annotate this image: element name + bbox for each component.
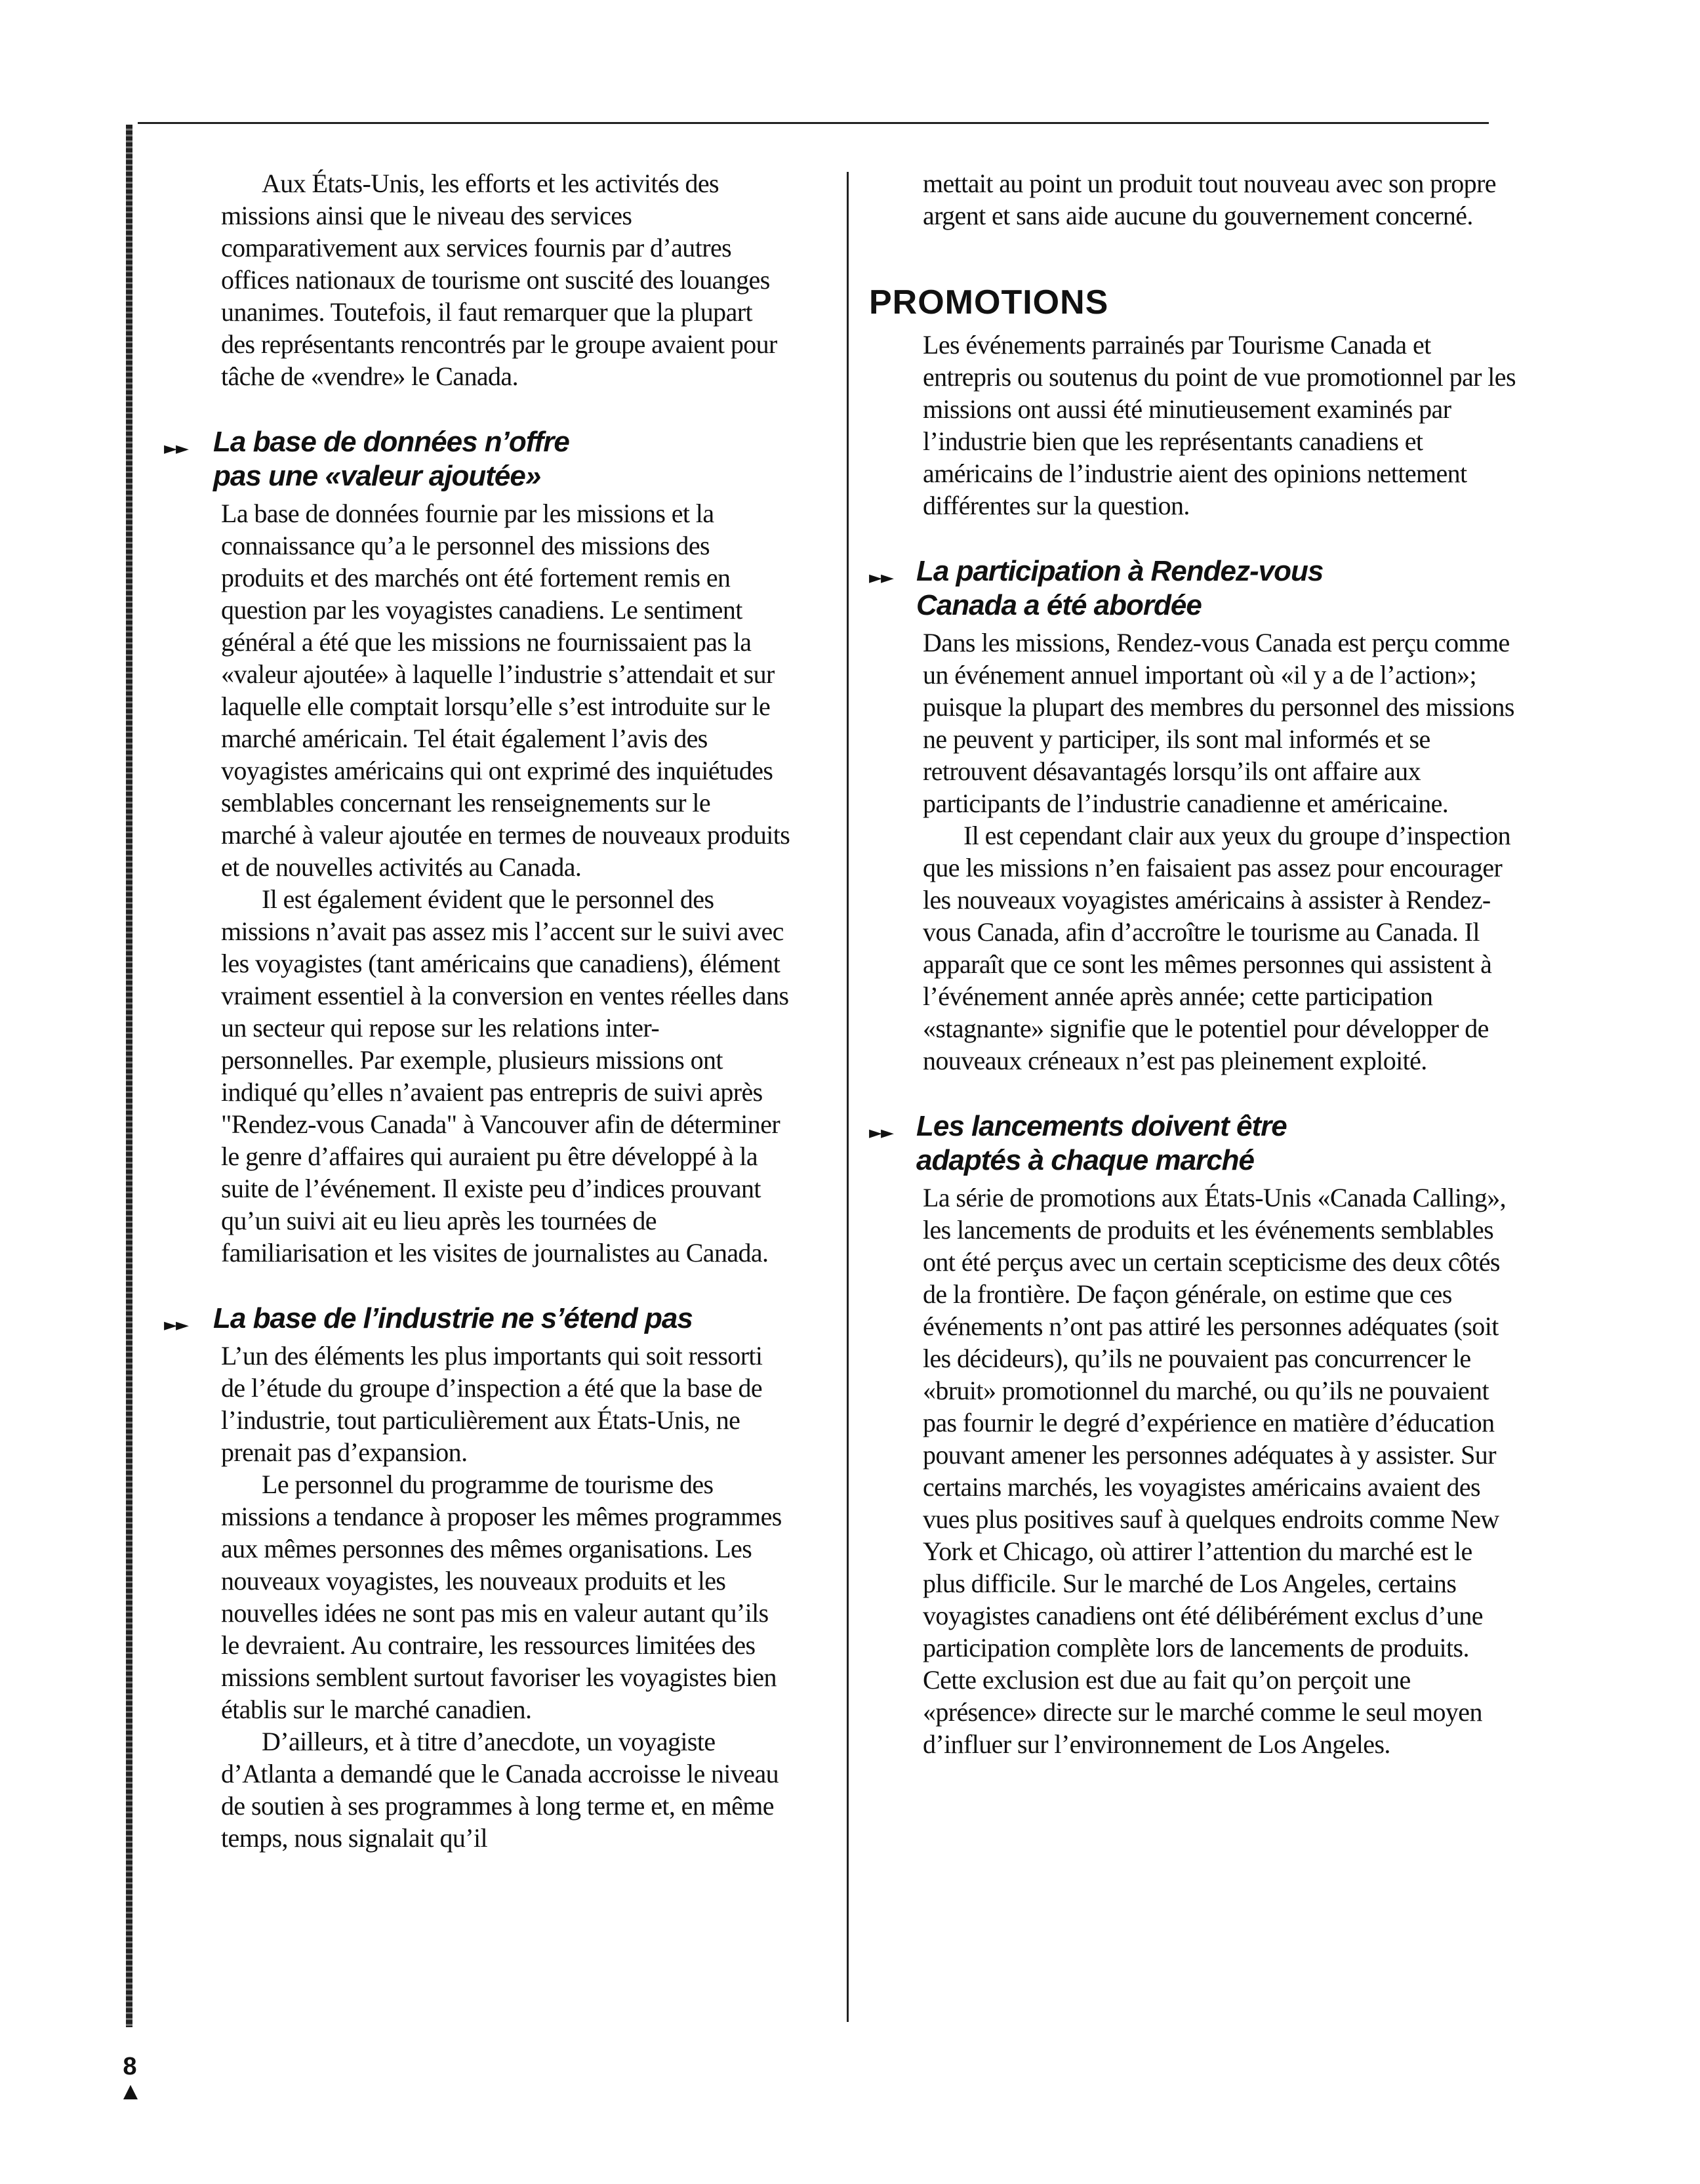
section-heading-database [164,425,790,493]
section-heading-industry [164,1302,790,1336]
heading-line: Les lancements doivent être [916,1110,1287,1142]
continuation-block [869,167,1518,232]
heading-line: pas une «valeur ajoutée» [213,460,541,492]
intro-block [213,167,790,392]
section-body-rendez-vous [869,627,1518,1077]
page-number: 8 [123,2053,137,2080]
double-arrow-icon: ►► [869,568,893,588]
paragraph: mettait au point un produit tout nouveau avec son propre argent et sans aide aucune du gouvernement concerné. [923,169,1496,230]
triangle-marker-icon [123,2085,138,2099]
heading-line: adaptés à chaque marché [916,1144,1255,1176]
double-arrow-icon: ►► [164,1315,188,1335]
double-arrow-icon: ►► [869,1123,893,1143]
heading-line: Canada a été abordée [916,589,1202,621]
section-heading-launches [869,1109,1518,1178]
section-body-launches [869,1182,1518,1760]
paragraph: L’un des éléments les plus importants qui soit ressorti de l’étude du groupe d’inspection a été que la base de l’industrie, tout particulièrement aux États-Unis, ne prenait pas d’expansion. [221,1341,763,1467]
paragraph: La base de données fournie par les missions et la connaissance qu’a le personnel des missions des produits et des marchés ont été fortement remis en question par les voyagistes canadiens. Le sentiment général a été que les missions ne fournissaient pas la «valeur ajoutée» à laquelle l’industrie s’attendait et sur laquelle elle comptait lorsqu’elle s’est introduite sur le marché américain. Tel était également l’avis des voyagistes américains qui ont exprimé des inquiétudes semblables concernant les renseignements sur le marché à valeur ajoutée en termes de nouveaux produits et de nouvelles activités au Canada. [221,499,790,882]
paragraph: Il est également évident que le personnel des missions n’avait pas assez mis l’accent sur le suivi avec les voyagistes (tant américains que canadiens), élément vraiment essentiel à la conversion en ventes réelles dans un secteur qui repose sur les relations inter-personnelles. Par exemple, plusieurs missions ont indiqué qu’elles n’avaient pas entrepris de suivi après "Rendez-vous Canada" à Vancouver afin de déterminer le genre d’affaires qui auraient pu être développé à la suite de l’événement. Il existe peu d’indices prouvant qu’un suivi ait eu lieu après les tournées de familiarisation et les visites de journalistes au Canada. [221,884,789,1267]
column-rule [847,172,849,2022]
paragraph: Les événements parrainés par Tourisme Canada et entrepris ou soutenus du point de vue promotionnel par les missions ont aussi été minutieusement examinés par l’industrie bien que les représentants canadiens et américains de l’industrie aient des opinions nettement différentes sur la question. [923,330,1516,520]
double-arrow-icon: ►► [164,439,188,459]
section-body-database [213,497,790,1269]
left-border [126,125,132,2027]
section-body-industry [213,1340,790,1854]
top-rule [138,122,1489,124]
intro-paragraph: Aux États-Unis, les efforts et les activités des missions ainsi que le niveau des services comparativement aux services fournis par d’autres offices nationaux de tourisme ont suscité des louanges unanimes. Toutefois, il faut remarquer que la plupart des représentants rencontrés par le groupe avaient pour tâche de «vendre» le Canada. [221,169,777,391]
paragraph: Il est cependant clair aux yeux du groupe d’inspection que les missions n’en faisaient pas assez pour encourager les nouveaux voyagistes américains à assister à Rendez-vous Canada, afin d’accroître le tourisme au Canada. Il apparaît que ce sont les mêmes personnes qui assistent à l’événement année après année; cette participation «stagnante» signifie que le potentiel pour développer de nouveaux créneaux n’est pas pleinement exploité. [923,821,1510,1075]
section-heading-rendez-vous [869,554,1518,623]
left-column [164,167,790,1854]
heading-line: La base de données n’offre [213,426,569,458]
heading-line: La base de l’industrie ne s’étend pas [213,1302,693,1334]
promotions-block [869,329,1518,522]
paragraph: D’ailleurs, et à titre d’anecdote, un voyagiste d’Atlanta a demandé que le Canada accroisse le niveau de soutien à ses programmes à long terme et, en même temps, nous signalait qu’il [221,1727,779,1853]
heading-line: La participation à Rendez-vous [916,555,1324,587]
paragraph: Dans les missions, Rendez-vous Canada est perçu comme un événement annuel important où «il y a de l’action»; puisque la plupart des membres du personnel des missions ne peuvent y participer, ils sont mal informés et se retrouvent désavantagés lorsqu’ils ont affaire aux participants de l’industrie canadienne et américaine. [923,628,1514,818]
section-title-promotions: PROMOTIONS [869,283,1109,321]
right-column [869,167,1518,1760]
paragraph: Le personnel du programme de tourisme des missions a tendance à proposer les mêmes programmes aux mêmes personnes des mêmes organisations. Les nouveaux voyagistes, les nouveaux produits et les nouvelles idées ne sont pas mis en valeur autant qu’ils le devraient. Au contraire, les ressources limitées des missions semblent surtout favoriser les voyagistes bien établis sur le marché canadien. [221,1470,782,1724]
paragraph: La série de promotions aux États-Unis «Canada Calling», les lancements de produits et les événements semblables ont été perçus avec un certain scepticisme des deux côtés de la frontière. De façon générale, on estime que ces événements n’ont pas attiré les personnes adéquates (soit les décideurs), qu’ils ne pouvaient pas concurrencer le «bruit» promotionnel du marché, ou qu’ils ne pouvaient pas fournir le degré d’expérience en matière d’éducation pouvant amener les personnes adéquates à y assister. Sur certains marchés, les voyagistes américains avaient des vues plus positives sauf à quelques endroits comme New York et Chicago, où attirer l’attention du marché est le plus difficile. Sur le marché de Los Angeles, certains voyagistes canadiens ont été délibérément exclus d’une participation complète lors de lancements de produits. Cette exclusion est due au fait qu’on perçoit une «présence» directe sur le marché comme le seul moyen d’influer sur l’environnement de Los Angeles. [923,1183,1507,1759]
